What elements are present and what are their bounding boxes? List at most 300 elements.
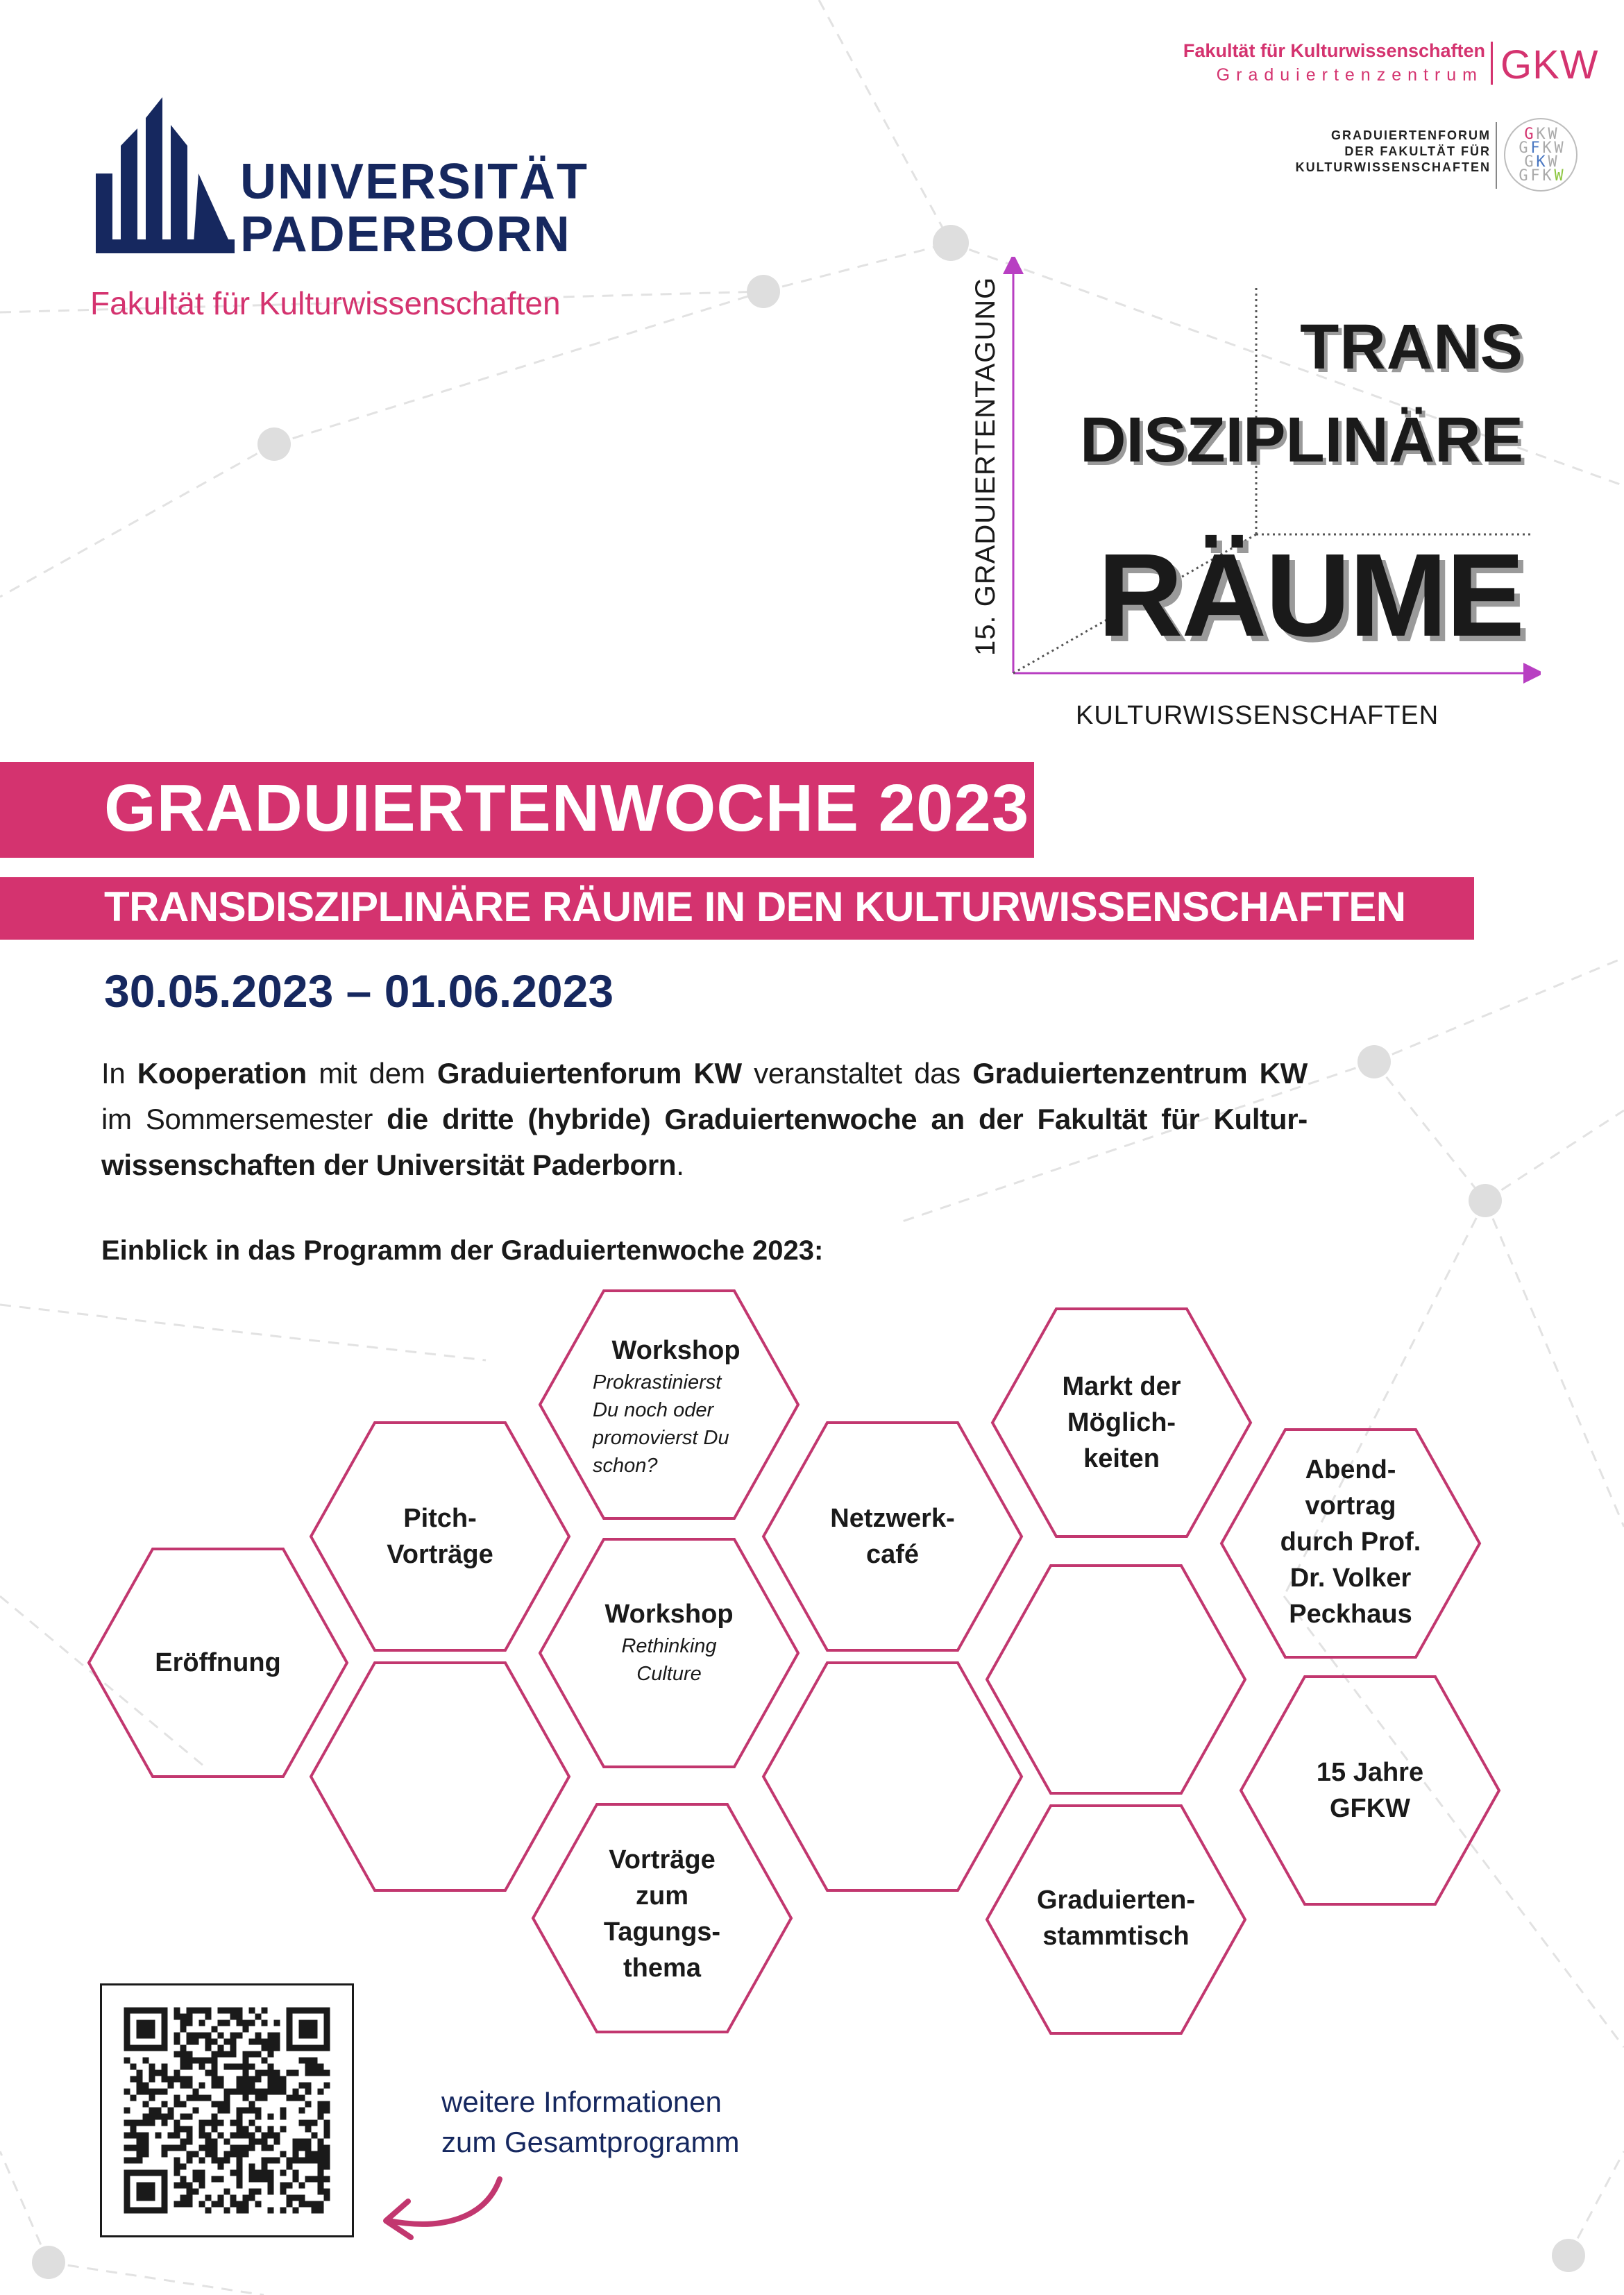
qr-module bbox=[149, 2208, 155, 2214]
qr-module bbox=[149, 2170, 155, 2176]
qr-module bbox=[299, 2201, 305, 2208]
qr-module bbox=[237, 2033, 243, 2039]
qr-module bbox=[180, 2201, 187, 2208]
qr-module bbox=[180, 2126, 187, 2133]
qr-module bbox=[137, 2070, 143, 2076]
qr-module bbox=[293, 2139, 299, 2145]
qr-module bbox=[212, 2101, 218, 2108]
qr-module bbox=[149, 2089, 155, 2095]
qr-module bbox=[137, 2083, 143, 2089]
qr-module bbox=[224, 2051, 230, 2058]
qr-module bbox=[249, 2083, 255, 2089]
qr-module bbox=[237, 2120, 243, 2126]
university-name-line1: UNIVERSITÄT bbox=[240, 154, 589, 210]
qr-module bbox=[137, 2183, 143, 2189]
qr-module bbox=[287, 2164, 293, 2170]
qr-module bbox=[193, 2058, 199, 2064]
qr-module bbox=[174, 2133, 180, 2139]
qr-module bbox=[274, 2039, 280, 2045]
qr-module bbox=[324, 2120, 330, 2126]
qr-module bbox=[162, 2114, 168, 2120]
qr-module bbox=[287, 2008, 293, 2014]
qr-module bbox=[268, 2076, 274, 2083]
qr-module bbox=[149, 2108, 155, 2114]
qr-module bbox=[130, 2170, 137, 2176]
qr-module bbox=[230, 2014, 237, 2020]
gfkw-forum-line: DER FAKULTÄT FÜR bbox=[1344, 144, 1491, 158]
qr-module bbox=[243, 2151, 249, 2158]
svg-text:K: K bbox=[1542, 139, 1552, 157]
qr-module bbox=[137, 2133, 143, 2139]
qr-module bbox=[143, 2101, 149, 2108]
qr-module bbox=[249, 2145, 255, 2151]
svg-text:K: K bbox=[1536, 153, 1546, 171]
qr-module bbox=[137, 2139, 143, 2145]
qr-module bbox=[187, 2158, 193, 2164]
qr-module bbox=[305, 2026, 312, 2033]
qr-module bbox=[249, 2101, 255, 2108]
qr-module bbox=[237, 2064, 243, 2070]
qr-module bbox=[293, 2089, 299, 2095]
more-info-line2: zum Gesamtprogramm bbox=[441, 2126, 740, 2158]
qr-module bbox=[230, 2008, 237, 2014]
qr-module bbox=[224, 2108, 230, 2114]
qr-module bbox=[174, 2070, 180, 2076]
qr-module bbox=[230, 2033, 237, 2039]
qr-module bbox=[205, 2033, 212, 2039]
qr-module bbox=[218, 2108, 224, 2114]
qr-module bbox=[268, 2070, 274, 2076]
qr-code[interactable] bbox=[100, 1983, 354, 2237]
qr-module bbox=[274, 2139, 280, 2145]
hexagon-empty-2 bbox=[763, 1663, 1022, 1890]
hex-label-abendvortrag: Abend- vortrag durch Prof. Dr. Volker Peckhaus bbox=[1280, 1455, 1421, 1629]
qr-module bbox=[180, 2014, 187, 2020]
qr-module bbox=[130, 2095, 137, 2101]
qr-module bbox=[255, 2108, 262, 2114]
qr-module bbox=[287, 2039, 293, 2045]
qr-module bbox=[230, 2133, 237, 2139]
qr-module bbox=[155, 2208, 162, 2214]
gfkw-forum-line: GRADUIERTENFORUM bbox=[1331, 128, 1491, 142]
qr-module bbox=[149, 2076, 155, 2083]
qr-module bbox=[130, 2133, 137, 2139]
qr-module bbox=[124, 2020, 130, 2026]
qr-module bbox=[162, 2151, 168, 2158]
qr-module bbox=[255, 2139, 262, 2145]
qr-module bbox=[274, 2133, 280, 2139]
qr-module bbox=[230, 2051, 237, 2058]
qr-module bbox=[280, 2089, 287, 2095]
qr-module bbox=[124, 2120, 130, 2126]
svg-text:F: F bbox=[1530, 139, 1540, 157]
qr-module bbox=[224, 2139, 230, 2145]
qr-module bbox=[143, 2195, 149, 2201]
qr-module bbox=[312, 2058, 318, 2064]
qr-module bbox=[124, 2158, 130, 2164]
hex-label-eroeffnung: Eröffnung bbox=[155, 1648, 281, 1677]
svg-text:K: K bbox=[1536, 126, 1546, 143]
qr-module bbox=[255, 2089, 262, 2095]
qr-module bbox=[180, 2164, 187, 2170]
qr-module bbox=[243, 2195, 249, 2201]
qr-module bbox=[187, 2064, 193, 2070]
qr-module bbox=[268, 2133, 274, 2139]
qr-module bbox=[174, 2008, 180, 2014]
qr-module bbox=[193, 2170, 199, 2176]
qr-module bbox=[180, 2064, 187, 2070]
qr-module bbox=[162, 2020, 168, 2026]
qr-module bbox=[293, 2045, 299, 2051]
qr-module bbox=[162, 2145, 168, 2151]
qr-module bbox=[287, 2095, 293, 2101]
qr-module bbox=[268, 2114, 274, 2120]
qr-module bbox=[274, 2083, 280, 2089]
qr-module bbox=[249, 2176, 255, 2183]
qr-module bbox=[249, 2008, 255, 2014]
intro-bold: Graduiertenforum KW bbox=[437, 1057, 742, 1090]
qr-module bbox=[318, 2183, 324, 2189]
qr-module bbox=[237, 2158, 243, 2164]
qr-module bbox=[280, 2114, 287, 2120]
qr-module bbox=[262, 2170, 268, 2176]
intro-text: mit dem bbox=[306, 1057, 437, 1090]
qr-module bbox=[305, 2089, 312, 2095]
qr-module bbox=[155, 2133, 162, 2139]
qr-module bbox=[205, 2195, 212, 2201]
qr-module bbox=[305, 2101, 312, 2108]
qr-module bbox=[262, 2039, 268, 2045]
qr-module bbox=[162, 2195, 168, 2201]
qr-module bbox=[280, 2108, 287, 2114]
qr-module bbox=[218, 2008, 224, 2014]
qr-module bbox=[243, 2070, 249, 2076]
qr-module bbox=[268, 2170, 274, 2176]
qr-module bbox=[299, 2139, 305, 2145]
qr-module bbox=[162, 2033, 168, 2039]
qr-module bbox=[230, 2145, 237, 2151]
qr-module bbox=[324, 2195, 330, 2201]
qr-module bbox=[249, 2076, 255, 2083]
qr-module bbox=[205, 2095, 212, 2101]
qr-module bbox=[274, 2158, 280, 2164]
qr-module bbox=[312, 2201, 318, 2208]
qr-module bbox=[280, 2189, 287, 2195]
qr-module bbox=[205, 2008, 212, 2014]
qr-module bbox=[212, 2158, 218, 2164]
qr-module bbox=[137, 2189, 143, 2195]
qr-module bbox=[305, 2058, 312, 2064]
qr-module bbox=[243, 2064, 249, 2070]
conference-vertical-label: 15. GRADUIERTENTAGUNG bbox=[970, 276, 1001, 656]
qr-module bbox=[205, 2058, 212, 2064]
qr-module bbox=[143, 2020, 149, 2026]
qr-module bbox=[143, 2133, 149, 2139]
qr-module bbox=[299, 2120, 305, 2126]
qr-module bbox=[199, 2145, 205, 2151]
qr-module bbox=[262, 2133, 268, 2139]
workshop-2-title: Workshop bbox=[604, 1600, 734, 1629]
qr-module bbox=[293, 2170, 299, 2176]
hex-label-jahre: 15 Jahre GFKW bbox=[1316, 1758, 1424, 1823]
qr-module bbox=[205, 2039, 212, 2045]
qr-module bbox=[162, 2176, 168, 2183]
qr-module bbox=[143, 2083, 149, 2089]
qr-module bbox=[162, 2076, 168, 2083]
qr-module bbox=[187, 2095, 193, 2101]
qr-module bbox=[318, 2114, 324, 2120]
qr-module bbox=[318, 2176, 324, 2183]
gkw-logo-text: GKW bbox=[1500, 42, 1599, 87]
qr-module bbox=[199, 2008, 205, 2014]
qr-module bbox=[187, 2114, 193, 2120]
qr-module bbox=[243, 2133, 249, 2139]
qr-module bbox=[305, 2139, 312, 2145]
qr-module bbox=[174, 2076, 180, 2083]
qr-module bbox=[143, 2189, 149, 2195]
qr-module bbox=[237, 2008, 243, 2014]
qr-module bbox=[299, 2058, 305, 2064]
qr-module bbox=[305, 2064, 312, 2070]
qr-module bbox=[137, 2145, 143, 2151]
qr-module bbox=[280, 2208, 287, 2214]
qr-module bbox=[180, 2176, 187, 2183]
qr-module bbox=[137, 2008, 143, 2014]
qr-module bbox=[287, 2045, 293, 2051]
qr-module bbox=[324, 2189, 330, 2195]
conference-horizontal-label: KULTURWISSENSCHAFTEN bbox=[1076, 701, 1439, 730]
qr-module bbox=[193, 2108, 199, 2114]
qr-module bbox=[287, 2014, 293, 2020]
qr-module bbox=[299, 2183, 305, 2189]
qr-module bbox=[318, 2089, 324, 2095]
qr-module bbox=[137, 2170, 143, 2176]
qr-module bbox=[218, 2045, 224, 2051]
qr-module bbox=[237, 2201, 243, 2208]
gfkw-forum-line: KULTURWISSENSCHAFTEN bbox=[1295, 160, 1491, 174]
qr-module bbox=[255, 2070, 262, 2076]
qr-module bbox=[174, 2145, 180, 2151]
qr-module bbox=[180, 2083, 187, 2089]
qr-module bbox=[312, 2208, 318, 2214]
more-info-line1: weitere Informationen bbox=[441, 2085, 722, 2118]
qr-module bbox=[162, 2170, 168, 2176]
svg-text:G: G bbox=[1524, 153, 1534, 171]
svg-text:W: W bbox=[1548, 153, 1557, 171]
gkw-faculty-label: Fakultät für Kulturwissenschaften bbox=[1183, 40, 1485, 61]
qr-module bbox=[149, 2020, 155, 2026]
qr-module bbox=[324, 2014, 330, 2020]
qr-module bbox=[180, 2058, 187, 2064]
qr-module bbox=[237, 2164, 243, 2170]
qr-module bbox=[130, 2120, 137, 2126]
qr-module bbox=[224, 2089, 230, 2095]
hex-label-pitch: Pitch- Vorträge bbox=[387, 1504, 493, 1569]
qr-module bbox=[218, 2201, 224, 2208]
qr-module bbox=[137, 2151, 143, 2158]
intro-bold: Graduiertenzentrum KW bbox=[972, 1057, 1308, 1090]
qr-module bbox=[293, 2195, 299, 2201]
qr-module bbox=[212, 2070, 218, 2076]
qr-module bbox=[124, 2176, 130, 2183]
qr-module bbox=[199, 2033, 205, 2039]
qr-module bbox=[287, 2033, 293, 2039]
qr-module bbox=[324, 2108, 330, 2114]
event-title: GRADUIERTENWOCHE 2023 bbox=[104, 771, 1030, 845]
qr-module bbox=[193, 2176, 199, 2183]
qr-module bbox=[130, 2126, 137, 2133]
qr-module bbox=[174, 2039, 180, 2045]
qr-module bbox=[174, 2014, 180, 2020]
qr-module bbox=[162, 2201, 168, 2208]
qr-module bbox=[199, 2020, 205, 2026]
qr-module bbox=[124, 2183, 130, 2189]
qr-module bbox=[243, 2051, 249, 2058]
qr-module bbox=[180, 2195, 187, 2201]
qr-module bbox=[262, 2045, 268, 2051]
qr-module bbox=[255, 2189, 262, 2195]
qr-module bbox=[143, 2139, 149, 2145]
svg-text:W: W bbox=[1548, 126, 1557, 143]
qr-module bbox=[268, 2089, 274, 2095]
qr-module bbox=[212, 2076, 218, 2083]
intro-text: veranstaltet das bbox=[741, 1057, 973, 1090]
qr-module bbox=[212, 2151, 218, 2158]
qr-module bbox=[249, 2195, 255, 2201]
qr-module bbox=[262, 2139, 268, 2145]
qr-module bbox=[318, 2045, 324, 2051]
qr-module bbox=[249, 2120, 255, 2126]
qr-module bbox=[237, 2208, 243, 2214]
qr-module bbox=[230, 2089, 237, 2095]
svg-text:G: G bbox=[1519, 139, 1528, 157]
qr-module bbox=[324, 2008, 330, 2014]
qr-module bbox=[212, 2083, 218, 2089]
qr-module bbox=[224, 2064, 230, 2070]
qr-module bbox=[162, 2120, 168, 2126]
qr-module bbox=[187, 2033, 193, 2039]
qr-module bbox=[224, 2151, 230, 2158]
qr-module bbox=[318, 2101, 324, 2108]
intro-text: In bbox=[101, 1057, 137, 1090]
hexagon-empty-1 bbox=[311, 1663, 569, 1890]
qr-module bbox=[187, 2139, 193, 2145]
qr-module bbox=[293, 2158, 299, 2164]
qr-module bbox=[237, 2014, 243, 2020]
qr-module bbox=[124, 2170, 130, 2176]
qr-module bbox=[268, 2145, 274, 2151]
qr-module bbox=[124, 2089, 130, 2095]
qr-module bbox=[249, 2064, 255, 2070]
hex-label-netzwerk: Netzwerk- café bbox=[830, 1504, 955, 1569]
qr-module bbox=[268, 2208, 274, 2214]
qr-module bbox=[299, 2008, 305, 2014]
qr-module bbox=[218, 2051, 224, 2058]
university-name-line2: PADERBORN bbox=[240, 207, 571, 262]
qr-module bbox=[305, 2045, 312, 2051]
qr-module bbox=[293, 2208, 299, 2214]
qr-module bbox=[137, 2158, 143, 2164]
qr-module bbox=[149, 2070, 155, 2076]
qr-module bbox=[287, 2158, 293, 2164]
qr-module bbox=[218, 2176, 224, 2183]
qr-module bbox=[249, 2139, 255, 2145]
qr-module bbox=[243, 2145, 249, 2151]
qr-module bbox=[324, 2133, 330, 2139]
qr-module bbox=[180, 2183, 187, 2189]
qr-module bbox=[262, 2058, 268, 2064]
qr-module bbox=[324, 2151, 330, 2158]
qr-module bbox=[293, 2008, 299, 2014]
qr-module bbox=[124, 2008, 130, 2014]
qr-module bbox=[324, 2070, 330, 2076]
qr-module bbox=[255, 2076, 262, 2083]
qr-module bbox=[199, 2126, 205, 2133]
qr-module bbox=[124, 2045, 130, 2051]
qr-module bbox=[187, 2020, 193, 2026]
hex-label-workshop-1 bbox=[593, 1332, 759, 1480]
qr-module bbox=[174, 2183, 180, 2189]
qr-module bbox=[205, 2120, 212, 2126]
qr-module bbox=[130, 2158, 137, 2164]
qr-module bbox=[212, 2176, 218, 2183]
qr-module bbox=[237, 2020, 243, 2026]
qr-module bbox=[299, 2020, 305, 2026]
qr-module bbox=[212, 2201, 218, 2208]
qr-module bbox=[149, 2008, 155, 2014]
qr-module bbox=[143, 2151, 149, 2158]
qr-module bbox=[262, 2089, 268, 2095]
qr-module bbox=[205, 2133, 212, 2139]
qr-module bbox=[243, 2089, 249, 2095]
qr-module bbox=[212, 2126, 218, 2133]
qr-module bbox=[318, 2170, 324, 2176]
qr-module bbox=[199, 2183, 205, 2189]
qr-module bbox=[124, 2058, 130, 2064]
qr-module bbox=[199, 2083, 205, 2089]
qr-module bbox=[187, 2183, 193, 2189]
qr-module bbox=[318, 2145, 324, 2151]
qr-module bbox=[224, 2158, 230, 2164]
qr-module bbox=[255, 2095, 262, 2101]
gfkw-letter: G bbox=[1524, 126, 1534, 143]
qr-module bbox=[168, 2133, 174, 2139]
qr-module bbox=[230, 2045, 237, 2051]
qr-module bbox=[174, 2201, 180, 2208]
qr-module bbox=[124, 2039, 130, 2045]
qr-module bbox=[318, 2139, 324, 2145]
qr-module bbox=[293, 2095, 299, 2101]
intro-text: im Sommersemester bbox=[101, 1103, 387, 1135]
qr-module bbox=[299, 2108, 305, 2114]
qr-module bbox=[149, 2120, 155, 2126]
hex-label-workshop-2 bbox=[572, 1596, 766, 1688]
qr-module bbox=[262, 2145, 268, 2151]
qr-module bbox=[162, 2014, 168, 2020]
qr-module bbox=[280, 2076, 287, 2083]
qr-module bbox=[287, 2020, 293, 2026]
qr-module bbox=[318, 2108, 324, 2114]
qr-module bbox=[312, 2045, 318, 2051]
qr-module bbox=[180, 2020, 187, 2026]
qr-module bbox=[255, 2126, 262, 2133]
qr-module bbox=[212, 2039, 218, 2045]
qr-module bbox=[162, 2026, 168, 2033]
qr-module bbox=[137, 2033, 143, 2039]
qr-module bbox=[162, 2039, 168, 2045]
qr-module bbox=[212, 2139, 218, 2145]
qr-module bbox=[155, 2170, 162, 2176]
